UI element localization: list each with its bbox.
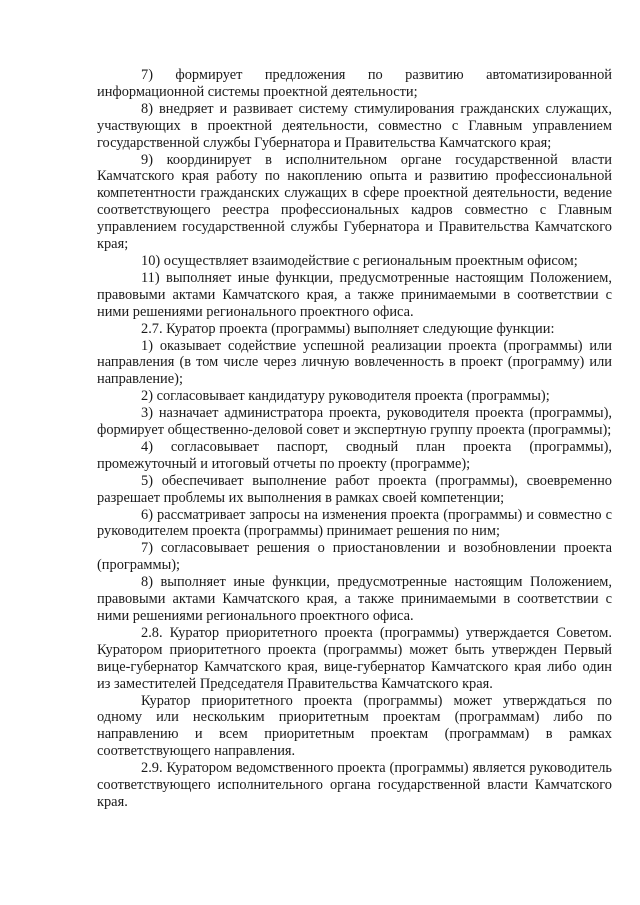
section-2-8-paragraph: 2.8. Куратор приоритетного проекта (программы) утверждается Советом. Куратором приоритетного проекта (программы) может быть утвержден Первый вице-губернатор Камчатского края, вице-губернатор Камчатского края либо один из заместителей Председателя Правительства Камчатского края. [97,624,612,692]
paragraph-curator-5: 5) обеспечивает выполнение работ проекта (программы), своевременно разрешает проблемы их выполнения в рамках своей компетенции; [97,472,612,506]
paragraph-curator-4: 4) согласовывает паспорт, сводный план проекта (программы), промежуточный и итоговый отчеты по проекту (программе); [97,438,612,472]
paragraph-curator-3: 3) назначает администратора проекта, руководителя проекта (программы), формирует общественно-деловой совет и экспертную группу проекта (программы); [97,405,612,439]
paragraph-item-9-coordination: 9) координирует в исполнительном органе государственной власти Камчатского края работу по накоплению опыта и развитию профессиональной компетентности гражданских служащих в сфере проектной деятельности, ведение соответствующего реестра профессиональных кадров совместно с Главным управлением государственной службы Губернатора и Правительства Камчатского края; [97,151,612,253]
paragraph-item-7-automation: 7) формирует предложения по развитию автоматизированной информационной системы проектной деятельности; [97,67,612,100]
paragraph-curator-7: 7) согласовывает решения о приостановлении и возобновлении проекта (программы); [97,540,612,574]
paragraph-curator-1: 1) оказывает содействие успешной реализации проекта (программы) или направления (в том числе через личную вовлеченность в проект (программу) или направление); [97,337,612,388]
paragraph-item-8-incentives: 8) внедряет и развивает систему стимулирования гражданских служащих, участвующих в проектной деятельности, совместно с Главным управлением государственной службы Губернатора и Правительства Камчатского края; [97,100,612,151]
paragraph-curator-8: 8) выполняет иные функции, предусмотренные настоящим Положением, правовыми актами Камчатского края, а также принимаемыми в соответствии с ними решениями регионального проектного офиса. [97,574,612,624]
paragraph-priority-curator: Куратор приоритетного проекта (программы) может утверждаться по одному или нескольким приоритетным проектам (программам) либо по направлению и всем приоритетным проектам (программам) в рамках соответствующего направления. [97,692,612,760]
paragraph-curator-6: 6) рассматривает запросы на изменения проекта (программы) и совместно с руководителем проекта (программы) принимает решения по ним; [97,506,612,540]
paragraph-item-11-other-functions: 11) выполняет иные функции, предусмотренные настоящим Положением, правовыми актами Камчатского края, а также принимаемыми в соответствии с ними решениями регионального проектного офиса. [97,269,612,320]
section-2-7-heading: 2.7. Куратор проекта (программы) выполняет следующие функции: [141,320,555,337]
section-2-9-paragraph: 2.9. Куратором ведомственного проекта (программы) является руководитель соответствующего исполнительного органа государственной власти Камчатского края. [97,760,612,810]
paragraph-curator-2: 2) согласовывает кандидатуру руководителя проекта (программы); [141,388,550,405]
paragraph-item-10-interaction: 10) осуществляет взаимодействие с региональным проектным офисом; [141,252,578,269]
